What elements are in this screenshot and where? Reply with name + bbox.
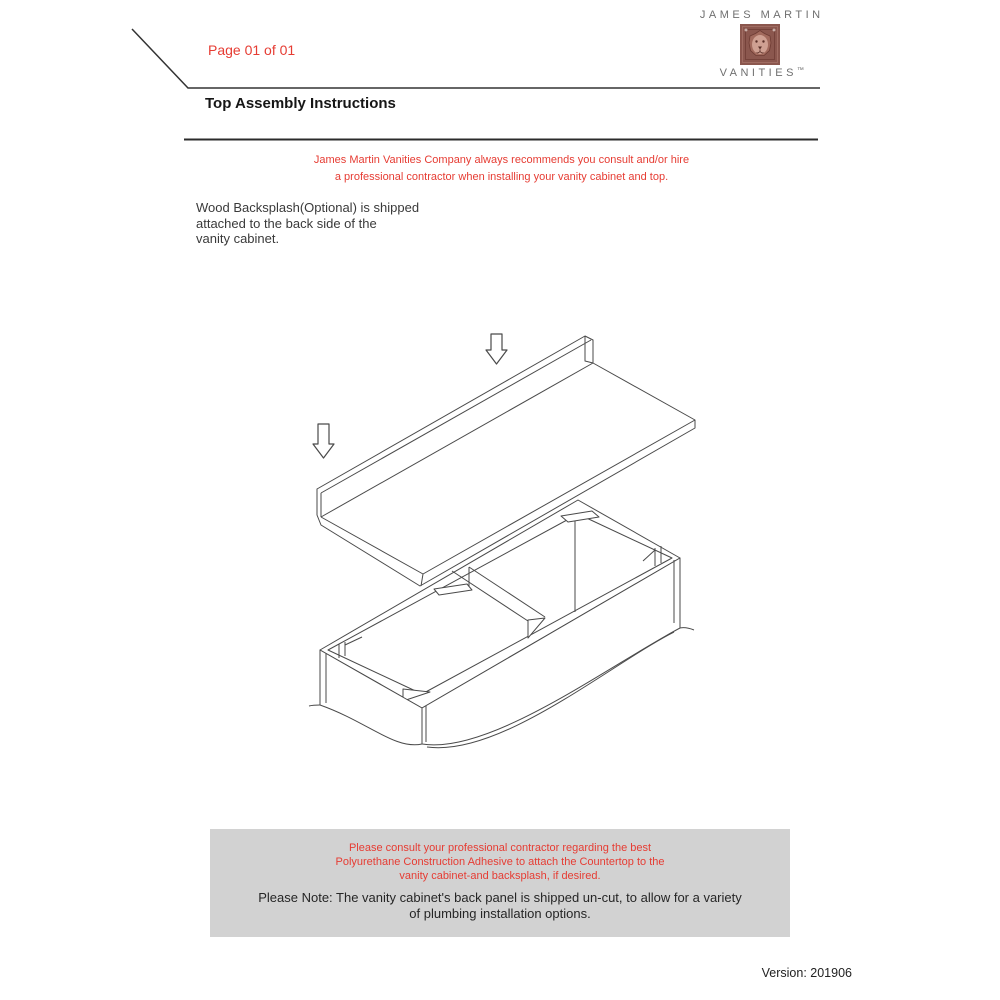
brand-name-text: VANITIES xyxy=(719,67,797,79)
back-panel-note-line: Please Note: The vanity cabinet's back panel is shipped un-cut, to allow for a variety xyxy=(258,890,742,905)
back-panel-note xyxy=(210,890,790,922)
trademark-symbol: ™ xyxy=(796,67,804,74)
adhesive-notice-line: vanity cabinet-and backsplash, if desired. xyxy=(399,870,601,882)
lion-crest-icon xyxy=(740,24,780,65)
backsplash-note xyxy=(196,200,419,247)
adhesive-notice-line: Please consult your professional contractor regarding the best xyxy=(348,842,652,854)
adhesive-notice-line: Polyurethane Construction Adhesive to attach the Countertop to the xyxy=(335,856,665,868)
page-title: Top Assembly Instructions xyxy=(205,95,396,112)
brand-name-top: JAMES MARTIN xyxy=(699,9,824,21)
brand-name-bottom xyxy=(720,67,804,79)
page-number-label: Page 01 of 01 xyxy=(208,42,296,58)
backsplash-note-line: vanity cabinet. xyxy=(196,231,280,246)
down-arrow-icon xyxy=(313,424,334,458)
down-arrow-icon xyxy=(486,334,507,364)
adhesive-notice xyxy=(210,841,790,883)
version-label: Version: 201906 xyxy=(761,966,852,980)
brand-logo xyxy=(690,9,830,79)
contractor-disclaimer xyxy=(185,152,818,185)
backsplash-note-line: attached to the back side of the xyxy=(196,215,377,231)
disclaimer-line: James Martin Vanities Company always recommends you consult and/or hire xyxy=(313,154,690,166)
backsplash-note-line: Wood Backsplash(Optional) is shipped xyxy=(196,200,420,215)
notice-box xyxy=(210,829,790,937)
back-panel-note-line: of plumbing installation options. xyxy=(409,906,591,921)
disclaimer-line: a professional contractor when installing your vanity cabinet and top. xyxy=(334,170,669,183)
